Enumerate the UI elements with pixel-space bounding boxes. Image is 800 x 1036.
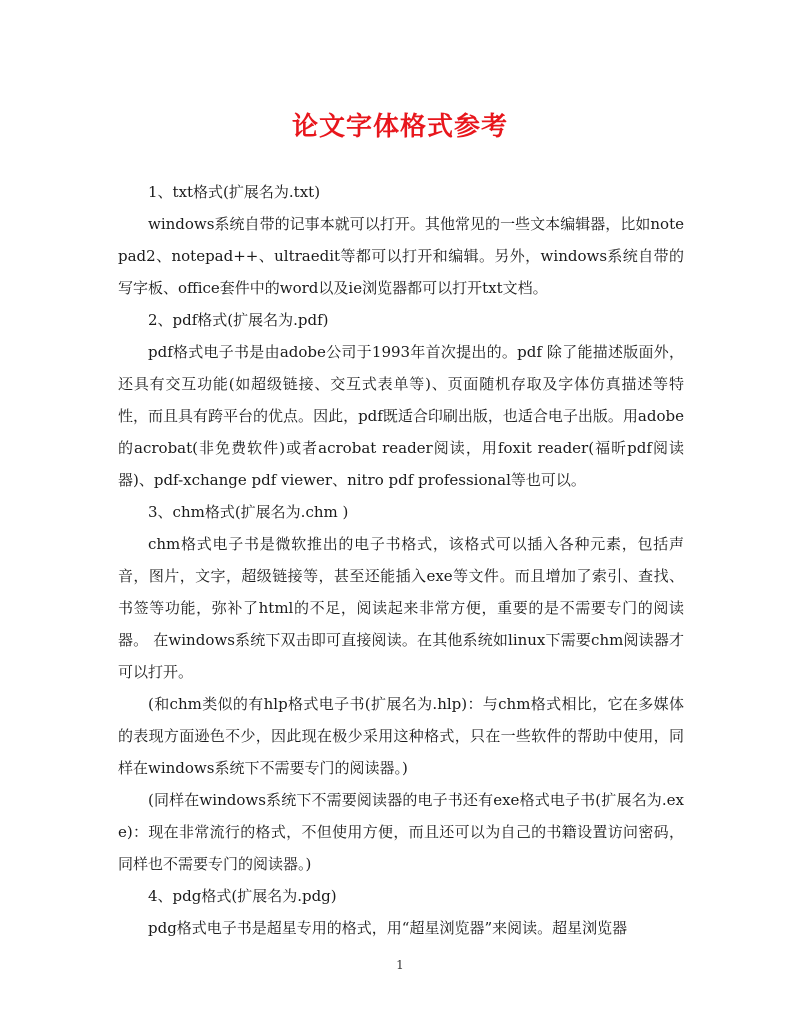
- paragraph-pdf: pdf格式电子书是由adobe公司于1993年首次提出的。pdf 除了能描述版面外，还具有交互功能(如超级链接、交互式表单等)、页面随机存取及字体仿真描述等特性，而且具有跨平台的优点。因此，pdf既适合印刷出版，也适合电子出版。用adobe的acrobat(非免费软件)或者acrobat reader阅读，用foxit reader(福昕pdf阅读器)、pdf-xchange pdf viewer、nitro pdf professional等也可以。: [118, 343, 684, 489]
- paragraph-exe-note: (同样在windows系统下不需要阅读器的电子书还有exe格式电子书(扩展名为.exe)：现在非常流行的格式，不但使用方便，而且还可以为自己的书籍设置访问密码，同样也不需要专门的阅读器。): [118, 791, 684, 873]
- section-heading-txt: 1、txt格式(扩展名为.txt): [148, 183, 321, 201]
- page-number: 1: [396, 958, 404, 972]
- section-heading-pdg: 4、pdg格式(扩展名为.pdg): [148, 887, 337, 905]
- paragraph-pdg: pdg格式电子书是超星专用的格式，用“超星浏览器”来阅读。超星浏览器: [148, 919, 628, 937]
- paragraph-hlp-note: (和chm类似的有hlp格式电子书(扩展名为.hlp)：与chm格式相比，它在多媒体的表现方面逊色不少，因此现在极少采用这种格式，只在一些软件的帮助中使用，同样在windows系统下不需要专门的阅读器。): [118, 695, 684, 777]
- paragraph-txt: windows系统自带的记事本就可以打开。其他常见的一些文本编辑器，比如notepad2、notepad++、ultraedit等都可以打开和编辑。另外，windows系统自带的写字板、office套件中的word以及ie浏览器都可以打开txt文档。: [118, 215, 684, 297]
- paragraph-chm: chm格式电子书是微软推出的电子书格式，该格式可以插入各种元素，包括声音，图片，文字，超级链接等，甚至还能插入exe等文件。而且增加了索引、查找、书签等功能，弥补了html的不足，阅读起来非常方便，重要的是不需要专门的阅读器。 在windows系统下双击即可直接阅读。在其他系统如linux下需要chm阅读器才可以打开。: [118, 535, 684, 681]
- document-title: 论文字体格式参考: [291, 112, 508, 142]
- section-heading-chm: 3、chm格式(扩展名为.chm ): [148, 503, 349, 521]
- section-heading-pdf: 2、pdf格式(扩展名为.pdf): [148, 311, 329, 329]
- document-body: [118, 176, 684, 944]
